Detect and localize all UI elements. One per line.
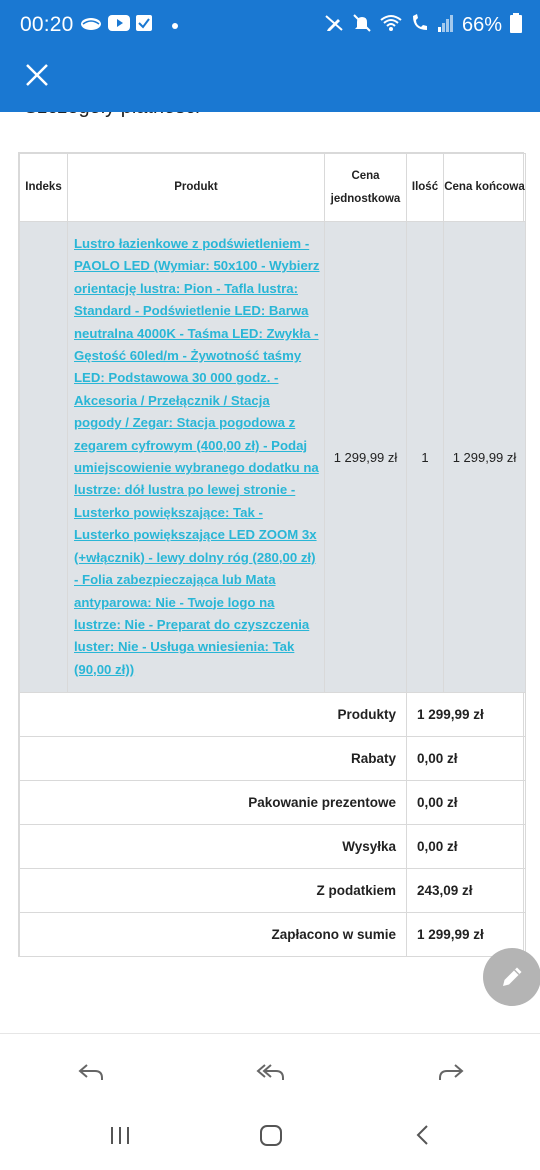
summary-label: Wysyłka [20, 825, 407, 869]
close-icon [22, 60, 52, 90]
home-icon [256, 1120, 286, 1150]
item-index [20, 222, 68, 693]
summary-value: 1 299,99 zł [407, 913, 526, 957]
table-row [20, 222, 526, 693]
item-quantity: 1 [407, 222, 444, 693]
summary-row-products [20, 693, 526, 737]
item-unit-price: 1 299,99 zł [325, 222, 407, 693]
summary-value: 243,09 zł [407, 869, 526, 913]
youtube-icon [108, 15, 130, 36]
recents-icon [105, 1120, 135, 1150]
forward-button[interactable] [436, 1057, 466, 1087]
checkbox-icon [136, 15, 152, 36]
mute-icon [352, 13, 372, 38]
header-total: Cena końcowa [444, 154, 526, 222]
summary-value: 0,00 zł [407, 737, 526, 781]
summary-value: 0,00 zł [407, 825, 526, 869]
summary-row-tax [20, 869, 526, 913]
summary-row-total-paid [20, 913, 526, 957]
status-left-icons [80, 14, 178, 36]
reply-all-button[interactable] [256, 1057, 286, 1087]
battery-icon [510, 13, 522, 38]
header-product: Produkt [68, 154, 325, 222]
summary-label: Pakowanie prezentowe [20, 781, 407, 825]
home-button[interactable] [256, 1120, 286, 1150]
summary-row-shipping [20, 825, 526, 869]
summary-label: Z podatkiem [20, 869, 407, 913]
summary-value: 0,00 zł [407, 781, 526, 825]
summary-label: Zapłacono w sumie [20, 913, 407, 957]
table-header-row [20, 154, 526, 222]
back-button[interactable] [408, 1120, 438, 1150]
recents-button[interactable] [105, 1120, 135, 1150]
app-header [0, 0, 540, 112]
reply-button[interactable] [76, 1057, 106, 1087]
wifi-call-icon [410, 13, 430, 38]
product-link[interactable]: Lustro łazienkowe z podświetleniem - PAOLO LED (Wymiar: 50x100 - Wybierz orientację lustra: Pion - Tafla lustra: Standard - Podświetlenie LED: Barwa neutralna 4000K - Taśma LED: Zwykła - Gęstość 60led/m - Żywotność taśmy LED: Podstawowa 30 000 godz. - Akcesoria / Przełącznik / Stacja pogody / Zegar: Stacja pogodowa z zegarem cyfrowym (400,00 zł) - Podaj umiejscowienie wybranego dodatku na lustrze: dół lustra po lewej stronie - Lusterko powiększające: Tak - Lusterko powiększające LED ZOOM 3x (+włącznik) - lewy dolny róg (280,00 zł) - Folia zabezpieczająca lub Mata antyparowa: Nie - Twoje logo na lustrze: Nie - Preparat do czyszczenia luster: Nie - Usługa wniesienia: Tak (90,00 zł)) [74, 236, 320, 677]
item-total: 1 299,99 zł [444, 222, 526, 693]
signal-icon [438, 14, 454, 37]
dot-icon [172, 16, 178, 34]
forward-icon [436, 1057, 466, 1087]
reply-icon [76, 1057, 106, 1087]
summary-row-discounts [20, 737, 526, 781]
divider [0, 1033, 540, 1034]
status-time: 00:20 [20, 13, 74, 36]
pencil-icon [498, 963, 526, 991]
edit-button[interactable] [483, 948, 540, 1006]
reply-all-icon [256, 1057, 286, 1087]
summary-label: Produkty [20, 693, 407, 737]
back-icon [408, 1120, 438, 1150]
summary-value: 1 299,99 zł [407, 693, 526, 737]
summary-label: Rabaty [20, 737, 407, 781]
cloud-icon [80, 15, 102, 36]
item-product-cell [68, 222, 325, 693]
status-bar [0, 0, 540, 52]
no-edit-icon [324, 13, 344, 38]
close-button[interactable] [22, 60, 52, 90]
order-table [18, 152, 524, 957]
header-index: Indeks [20, 154, 68, 222]
battery-level: 66% [461, 13, 502, 36]
summary-row-gift-wrap [20, 781, 526, 825]
header-quantity: Ilość [407, 154, 444, 222]
wifi-icon [380, 14, 402, 37]
header-unit-price: Cena jednostkowa [325, 154, 407, 222]
status-right-icons [324, 12, 522, 38]
